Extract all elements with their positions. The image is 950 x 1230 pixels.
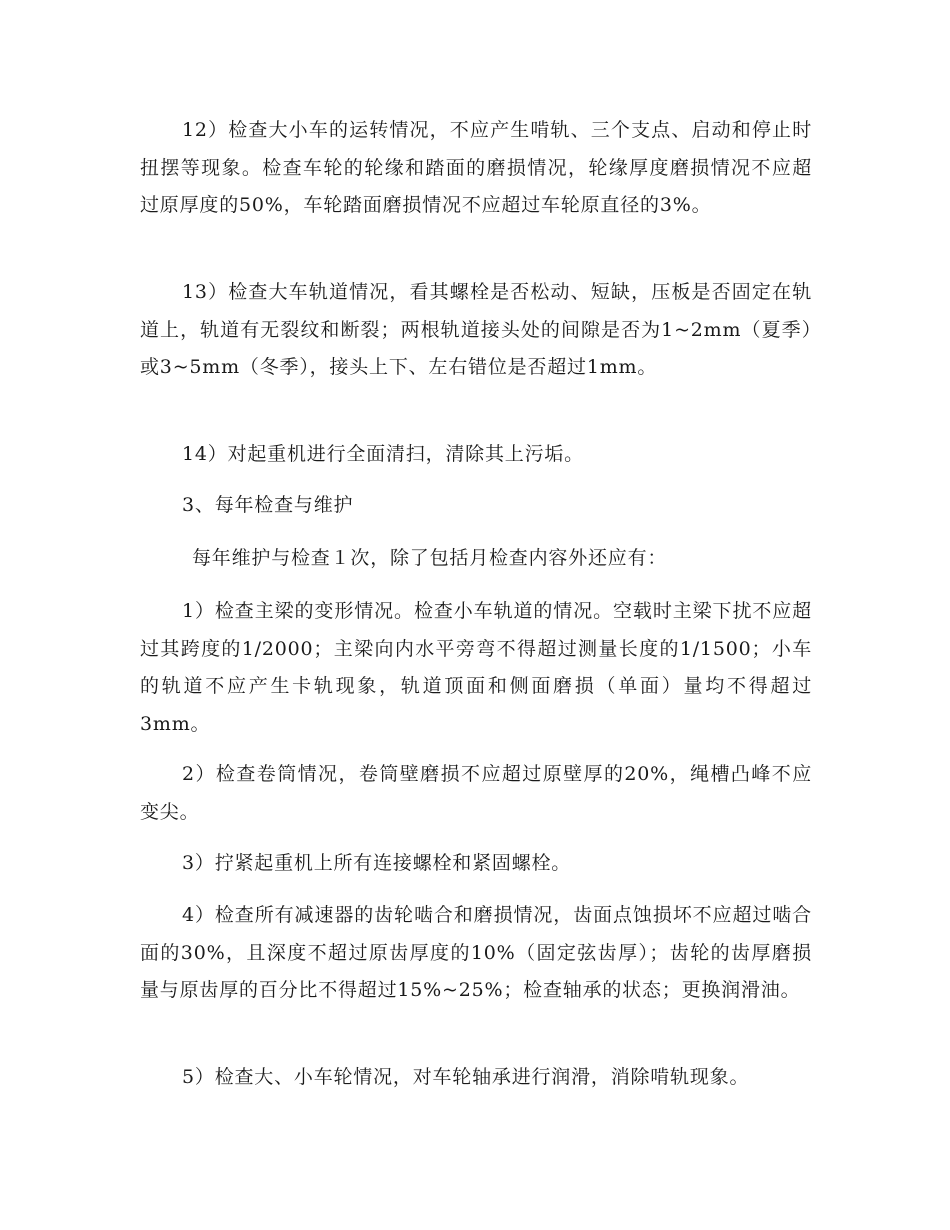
- paragraph-item-5: 5）检查大、小车轮情况，对车轮轴承进行润滑，消除啃轨现象。: [182, 1066, 750, 1088]
- paragraph-item-4: 4）检查所有减速器的齿轮啮合和磨损情况，齿面点蚀损坏不应超过啮合面的30%，且深度不超过原齿厚度的10%（固定弦齿厚）；齿轮的齿厚磨损量与原齿厚的百分比不得超过15%~25%；检查轴承的状态；更换润滑油。: [140, 904, 812, 1001]
- paragraph-item-14: 14）对起重机进行全面清扫，清除其上污垢。: [182, 443, 584, 465]
- section-heading-annual: 3、每年检查与维护: [182, 494, 354, 516]
- section-intro: 每年维护与检查１次，除了包括月检查内容外还应有：: [192, 547, 668, 569]
- paragraph-item-3: 3）拧紧起重机上所有连接螺栓和紧固螺栓。: [182, 852, 572, 874]
- paragraph-item-12: 12）检查大小车的运转情况，不应产生啃轨、三个支点、启动和停止时扭摆等现象。检查车轮的轮缘和踏面的磨损情况，轮缘厚度磨损情况不应超过原厚度的50%，车轮踏面磨损情况不应超过车轮原直径的3%。: [140, 119, 812, 216]
- paragraph-item-1: 1）检查主梁的变形情况。检查小车轨道的情况。空载时主梁下扰不应超过其跨度的1/2000；主梁向内水平旁弯不得超过测量长度的1/1500；小车的轨道不应产生卡轨现象，轨道顶面和侧面磨损（单面）量均不得超过3mm。: [140, 600, 812, 735]
- paragraph-item-2: 2）检查卷筒情况，卷筒壁磨损不应超过原壁厚的20%，绳槽凸峰不应变尖。: [140, 763, 812, 823]
- paragraph-item-13: 13）检查大车轨道情况，看其螺栓是否松动、短缺，压板是否固定在轨道上，轨道有无裂纹和断裂；两根轨道接头处的间隙是否为1~2mm（夏季）或3~5mm（冬季），接头上下、左右错位是否超过1mm。: [140, 281, 812, 378]
